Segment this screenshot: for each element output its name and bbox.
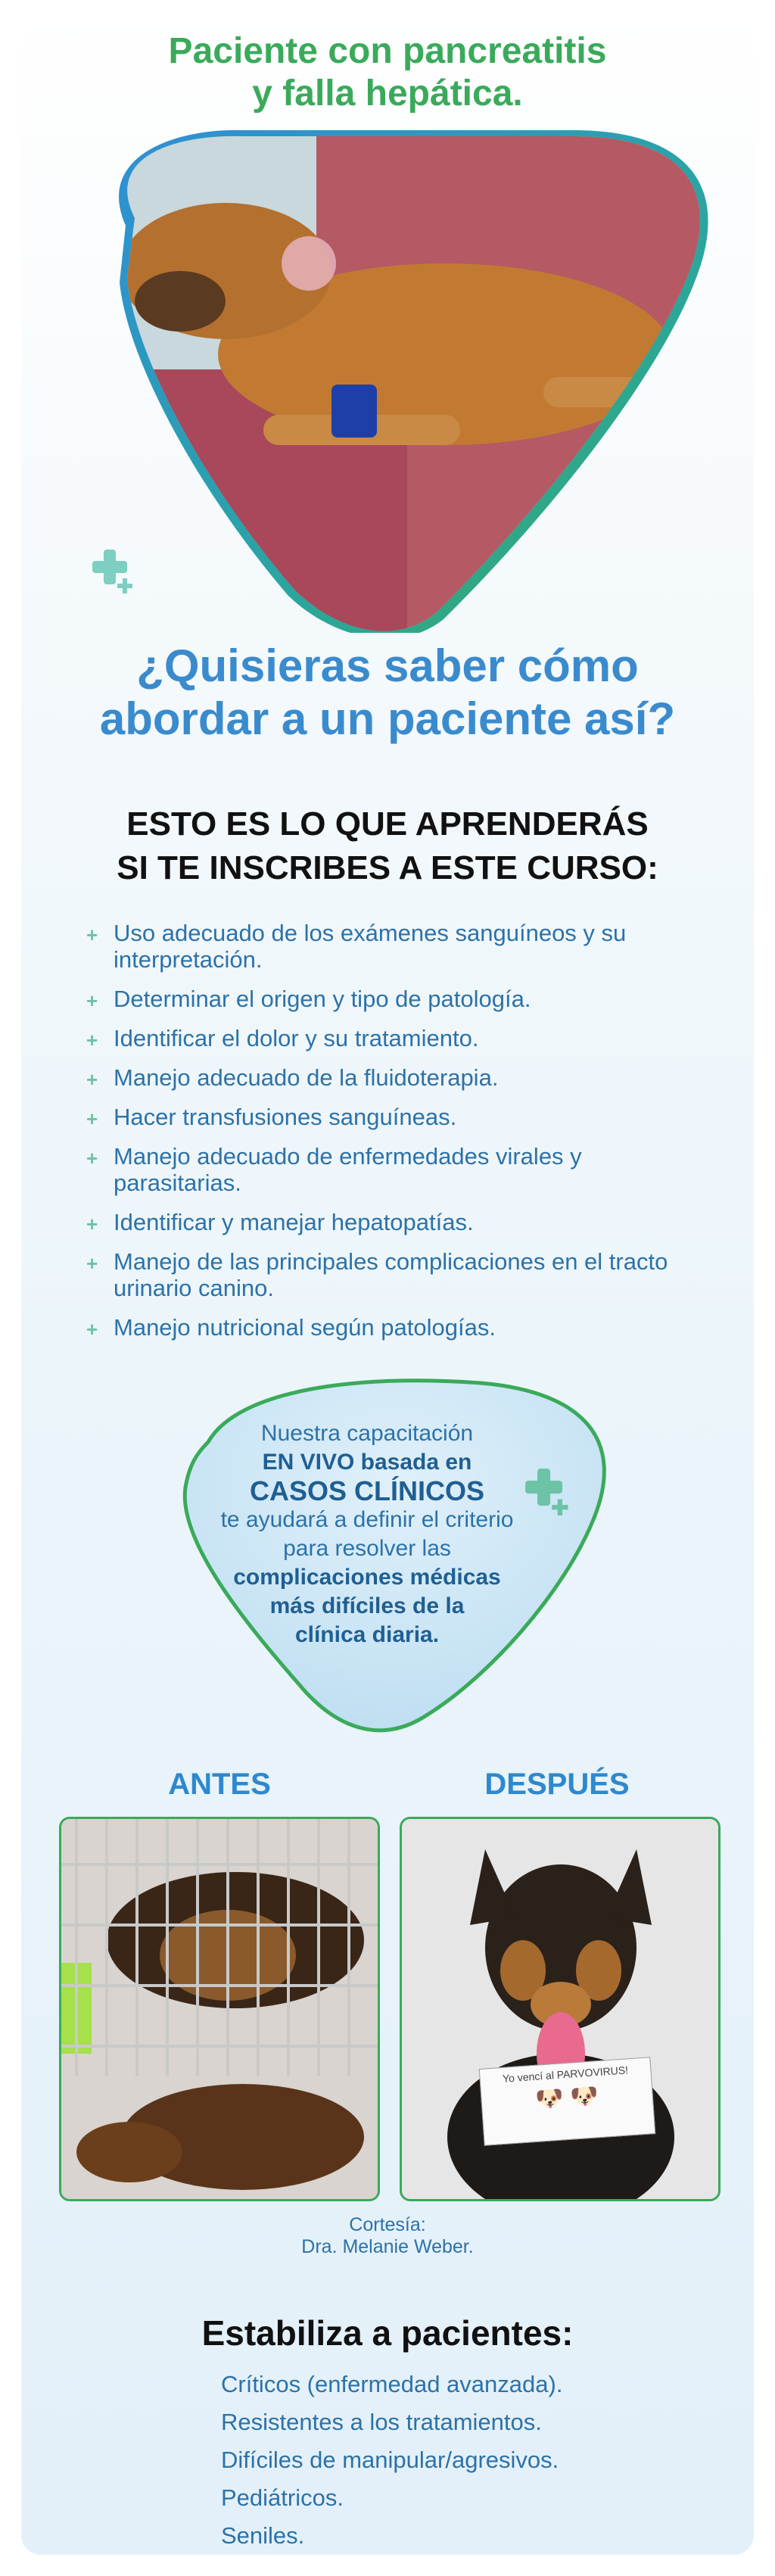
list-plus-icon: +	[86, 1029, 98, 1051]
list-plus-icon: +	[86, 1213, 98, 1235]
list-item: Pediátricos.	[221, 2484, 344, 2511]
patients-list	[221, 2366, 562, 2555]
parvo-sign: Yo vencí al PARVOVIRUS! 🐶 🐶	[479, 2057, 656, 2146]
list-item: + Uso adecuado de los exámenes sanguíneos y su interpretación.	[86, 920, 627, 973]
list-plus-icon: +	[86, 1107, 98, 1130]
stabilize-heading: Estabiliza a pacientes:	[201, 2313, 574, 2353]
list-item: Críticos (enfermedad avanzada).	[221, 2371, 563, 2397]
list-plus-icon: +	[86, 1068, 98, 1091]
plus-cross-icon	[92, 550, 138, 595]
before-photo-art	[61, 1819, 378, 2199]
list-item: + Manejo nutricional según patologías.	[83, 1314, 681, 1341]
page-title: Paciente con pancreatitis y falla hepática.	[168, 31, 607, 114]
list-item: + Manejo de las principales complicaciones en el tracto urinario canino.	[86, 1248, 668, 1301]
question-heading: ¿Quisieras saber cómo abordar a un paciente así?	[99, 640, 676, 744]
list-item: Difíciles de manipular/agresivos.	[221, 2447, 559, 2473]
list-plus-icon: +	[86, 1252, 98, 1275]
list-item: + Determinar el origen y tipo de patología.	[83, 986, 681, 1012]
puppy-drawing-icon: 🐶 🐶	[534, 2083, 599, 2113]
after-photo-art	[402, 1819, 718, 2199]
list-plus-icon: +	[86, 1318, 98, 1341]
list-item: + Hacer transfusiones sanguíneas.	[83, 1104, 681, 1130]
list-item: Seniles.	[221, 2522, 305, 2549]
bubble-text: Nuestra capacitación EN VIVO basada en CASOS CLÍNICOS te ayudará a definir el criterio para resolver las complicaciones médicas más difíciles de la clínica diaria.	[220, 1421, 514, 1647]
list-item: + Manejo adecuado de enfermedades virales y parasitarias.	[86, 1143, 582, 1196]
plus-cross-icon	[525, 1469, 574, 1517]
photo-credit: Cortesía: Dra. Melanie Weber.	[301, 2214, 474, 2257]
list-plus-icon: +	[86, 924, 98, 946]
hero-dog-photo	[89, 127, 710, 633]
before-photo	[59, 1817, 380, 2201]
list-item: + Identificar y manejar hepatopatías.	[83, 1209, 681, 1235]
list-plus-icon: +	[86, 989, 98, 1012]
before-label: ANTES	[168, 1768, 271, 1801]
course-heading: ESTO ES LO QUE APRENDERÁS SI TE INSCRIBES A ESTE CURSO:	[117, 805, 658, 886]
topics-list	[83, 920, 681, 1353]
list-plus-icon: +	[86, 1147, 98, 1170]
list-item: + Manejo adecuado de la fluidoterapia.	[83, 1064, 681, 1091]
after-photo	[400, 1817, 721, 2201]
list-item: Resistentes a los tratamientos.	[221, 2409, 542, 2435]
list-item: + Identificar el dolor y su tratamiento.	[83, 1025, 681, 1051]
after-label: DESPUÉS	[484, 1768, 630, 1801]
